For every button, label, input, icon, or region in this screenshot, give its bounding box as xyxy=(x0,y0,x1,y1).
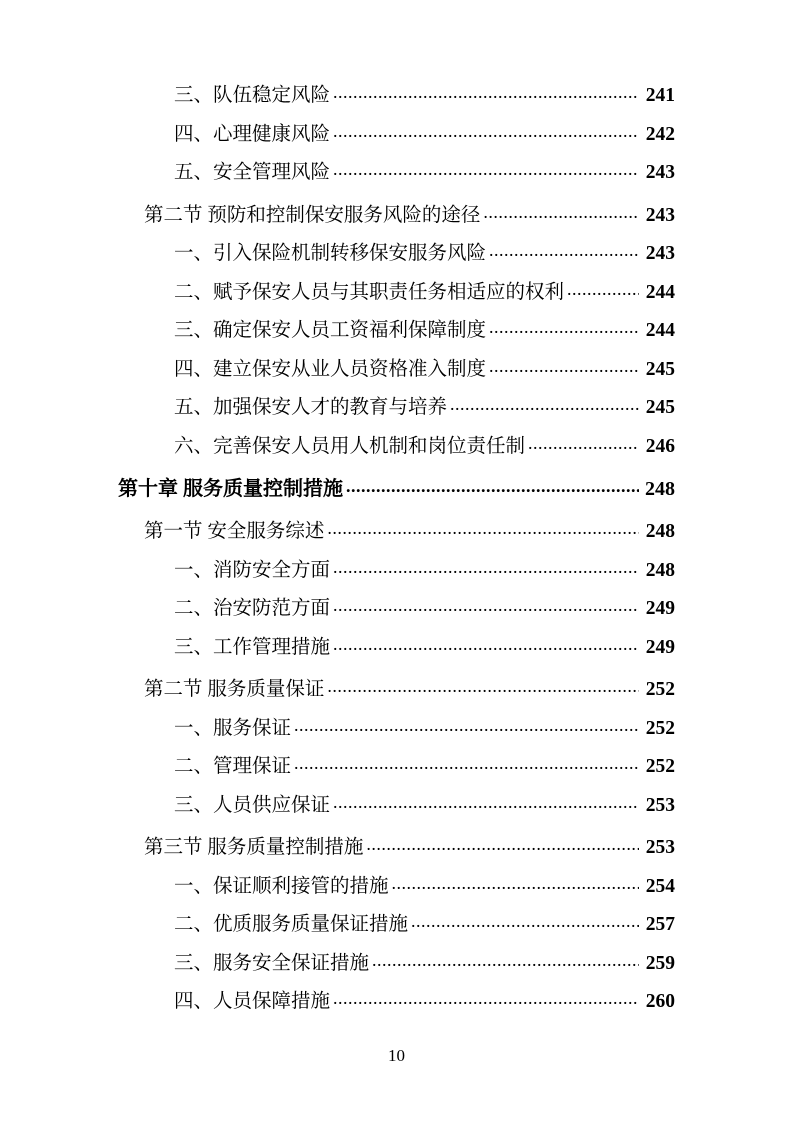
toc-leader-dots xyxy=(483,203,639,221)
toc-entry-chapter[interactable] xyxy=(118,479,675,499)
toc-leader-dots xyxy=(294,754,639,772)
toc-entry-section[interactable] xyxy=(118,206,675,226)
toc-entry-label: 六、完善保安人员用人机制和岗位责任制 xyxy=(174,435,526,457)
toc-entry-page-number: 243 xyxy=(645,204,675,226)
toc-entry-label: 五、加强保安人才的教育与培养 xyxy=(174,397,448,418)
toc-entry-item[interactable] xyxy=(118,877,675,897)
toc-leader-dots xyxy=(333,989,639,1007)
toc-entry-page-number: 249 xyxy=(645,598,675,619)
toc-entry-page-number: 248 xyxy=(645,559,675,581)
toc-leader-dots xyxy=(333,635,639,653)
toc-entry-label: 三、工作管理措施 xyxy=(174,636,331,658)
toc-leader-dots xyxy=(528,434,639,452)
toc-entry-page-number: 249 xyxy=(645,636,675,658)
toc-entry-page-number: 243 xyxy=(645,243,675,264)
toc-entry-label: 四、心理健康风险 xyxy=(174,123,331,145)
toc-entry-label: 三、队伍稳定风险 xyxy=(174,85,331,106)
toc-entry-label: 第二节 预防和控制保安服务风险的途径 xyxy=(144,204,481,226)
toc-entry-item[interactable] xyxy=(118,757,675,777)
toc-entry-page-number: 259 xyxy=(645,952,675,974)
toc-entry-item[interactable] xyxy=(118,915,675,935)
toc-entry-item[interactable] xyxy=(118,719,675,739)
toc-entry-section[interactable] xyxy=(118,838,675,858)
toc-entry-item[interactable] xyxy=(118,86,675,106)
toc-entry-label: 一、保证顺利接管的措施 xyxy=(174,875,389,897)
toc-leader-dots xyxy=(450,395,639,413)
toc-entry-label: 二、治安防范方面 xyxy=(174,598,331,619)
toc-leader-dots xyxy=(333,793,639,811)
toc-entry-label: 一、消防安全方面 xyxy=(174,559,331,581)
toc-entry-page-number: 244 xyxy=(645,320,675,341)
toc-leader-dots xyxy=(489,241,639,259)
toc-leader-dots xyxy=(333,83,639,101)
toc-entry-item[interactable] xyxy=(118,163,675,183)
toc-entry-label: 第二节 服务质量保证 xyxy=(144,679,325,700)
toc-entry-page-number: 257 xyxy=(645,914,675,935)
toc-entry-section[interactable] xyxy=(118,522,675,542)
toc-entry-label: 一、服务保证 xyxy=(174,717,292,739)
toc-entry-page-number: 253 xyxy=(645,794,675,816)
toc-entry-page-number: 252 xyxy=(645,717,675,739)
toc-entry-item[interactable] xyxy=(118,638,675,658)
toc-entry-item[interactable] xyxy=(118,561,675,581)
toc-entry-item[interactable] xyxy=(118,599,675,619)
toc-entry-page-number: 252 xyxy=(645,679,675,700)
toc-entry-label: 第一节 安全服务综述 xyxy=(144,521,325,542)
toc-entry-item[interactable] xyxy=(118,796,675,816)
toc-leader-dots xyxy=(411,912,639,930)
toc-leader-dots xyxy=(567,280,639,298)
toc-leader-dots xyxy=(392,874,639,892)
table-of-contents xyxy=(118,86,675,1012)
toc-entry-label: 二、管理保证 xyxy=(174,756,292,777)
toc-entry-page-number: 243 xyxy=(645,162,675,183)
toc-entry-label: 三、服务安全保证措施 xyxy=(174,952,370,974)
toc-entry-label: 一、引入保险机制转移保安服务风险 xyxy=(174,243,487,264)
toc-leader-dots xyxy=(333,160,639,178)
toc-entry-label: 四、人员保障措施 xyxy=(174,991,331,1012)
toc-entry-page-number: 244 xyxy=(645,281,675,303)
toc-entry-page-number: 242 xyxy=(645,123,675,145)
page-number: 10 xyxy=(388,1046,405,1065)
toc-entry-item[interactable] xyxy=(118,992,675,1012)
toc-leader-dots xyxy=(333,558,639,576)
toc-leader-dots xyxy=(372,951,639,969)
toc-entry-page-number: 245 xyxy=(645,358,675,380)
toc-entry-page-number: 241 xyxy=(645,85,675,106)
toc-entry-label: 第十章 服务质量控制措施 xyxy=(118,478,343,500)
toc-entry-page-number: 260 xyxy=(645,991,675,1012)
toc-entry-label: 三、确定保安人员工资福利保障制度 xyxy=(174,320,487,341)
toc-entry-label: 第三节 服务质量控制措施 xyxy=(144,837,364,858)
toc-entry-label: 五、安全管理风险 xyxy=(174,162,331,183)
toc-entry-item[interactable] xyxy=(118,321,675,341)
toc-leader-dots xyxy=(346,477,639,495)
toc-entry-label: 二、赋予保安人员与其职责任务相适应的权利 xyxy=(174,281,565,303)
toc-leader-dots xyxy=(489,357,639,375)
toc-entry-page-number: 254 xyxy=(645,875,675,897)
toc-leader-dots xyxy=(294,716,639,734)
toc-leader-dots xyxy=(489,318,639,336)
toc-entry-section[interactable] xyxy=(118,680,675,700)
toc-entry-label: 四、建立保安从业人员资格准入制度 xyxy=(174,358,487,380)
toc-entry-item[interactable] xyxy=(118,398,675,418)
toc-leader-dots xyxy=(366,835,639,853)
toc-entry-page-number: 252 xyxy=(645,756,675,777)
toc-entry-item[interactable] xyxy=(118,360,675,380)
toc-entry-item[interactable] xyxy=(118,437,675,457)
toc-entry-item[interactable] xyxy=(118,244,675,264)
toc-leader-dots xyxy=(327,677,639,695)
toc-entry-item[interactable] xyxy=(118,954,675,974)
toc-leader-dots xyxy=(333,596,639,614)
toc-leader-dots xyxy=(333,122,639,140)
toc-entry-item[interactable] xyxy=(118,125,675,145)
toc-entry-page-number: 246 xyxy=(645,435,675,457)
toc-entry-page-number: 248 xyxy=(645,478,675,500)
toc-entry-item[interactable] xyxy=(118,283,675,303)
toc-entry-page-number: 248 xyxy=(645,521,675,542)
toc-entry-label: 二、优质服务质量保证措施 xyxy=(174,914,409,935)
toc-entry-page-number: 253 xyxy=(645,837,675,858)
toc-leader-dots xyxy=(327,519,639,537)
toc-entry-page-number: 245 xyxy=(645,397,675,418)
toc-entry-label: 三、人员供应保证 xyxy=(174,794,331,816)
